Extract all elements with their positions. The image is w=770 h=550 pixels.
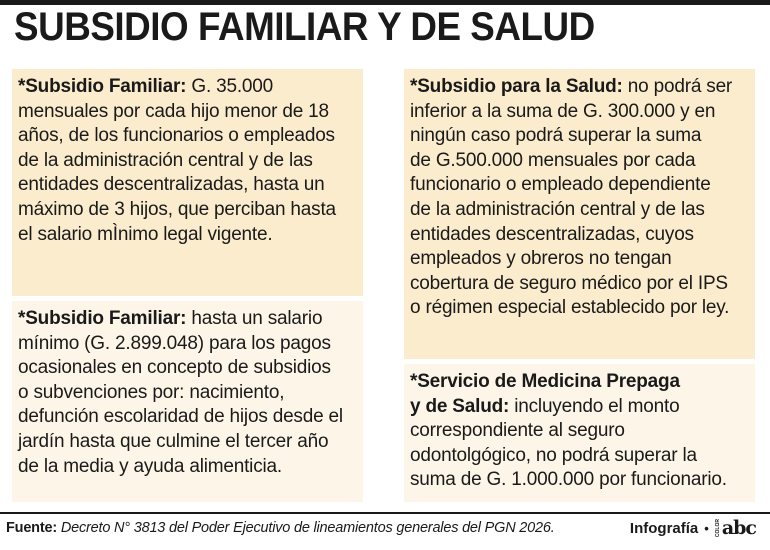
info-box-medicina-prepaga xyxy=(404,364,755,502)
info-box-text: incluyendo el monto correspondiente al seguro odontolgógico, no podrá superar la suma de G. 1.000.000 por funcionario. xyxy=(410,395,727,491)
credit-label: Infografía xyxy=(629,519,699,537)
source-text: Decreto N° 3813 del Poder Ejecutivo de lineamientos generales del PGN 2026. xyxy=(60,520,555,536)
info-box-heading: *Servicio de Medicina Prepaga y de Salud: xyxy=(410,371,680,417)
info-box-heading: *Subsidio para la Salud: xyxy=(410,76,623,97)
info-box-text: no podrá ser inferior a la suma de G. 300.000 y en ningún caso podrá superar la suma de G.500.000 mensuales por cada funcionario o empleado dependiente de la administración central y de las entidades descentralizadas, cuyos empleados y obreros no tengan cobertura de seguro médico por el IPS o régimen especial establecido por ley. xyxy=(410,76,733,319)
info-box-heading: *Subsidio Familiar: xyxy=(18,308,187,329)
abc-logo xyxy=(715,519,756,537)
info-box-text: G. 35.000 mensuales por cada hijo menor de 18 años, de los funcionarios o empleados de la administración central y de las entidades descentralizadas, hasta un máximo de 3 hijos, que perciban hasta el salario mÌnimo legal vigente. xyxy=(18,76,336,245)
info-box-subsidio-familiar-ocasional xyxy=(12,301,363,502)
credit-separator: • xyxy=(704,520,709,536)
info-box-subsidio-salud xyxy=(404,69,755,359)
info-box-body xyxy=(18,307,357,479)
logo-color-tag: COLOR xyxy=(714,518,721,537)
info-box-heading: *Subsidio Familiar: xyxy=(18,76,187,97)
info-box-body xyxy=(410,75,749,321)
page-title: SUBSIDIO FAMILIAR Y DE SALUD xyxy=(14,5,595,49)
credit xyxy=(630,519,756,537)
logo-text: abc xyxy=(721,517,756,539)
info-box-body xyxy=(410,370,749,493)
info-box-text: hasta un salario mínimo (G. 2.899.048) para los pagos ocasionales en concepto de subsidios o subvenciones por: nacimiento, defunción escolaridad de hijos desde el jardín hasta que culmine el tercer año de la media y ayuda alimenticia. xyxy=(18,308,343,477)
source-label: Fuente: xyxy=(6,520,57,536)
info-box-body xyxy=(18,75,357,247)
footer-rule xyxy=(0,512,770,514)
source-note xyxy=(6,520,555,536)
info-box-subsidio-familiar-mensual xyxy=(12,69,363,296)
